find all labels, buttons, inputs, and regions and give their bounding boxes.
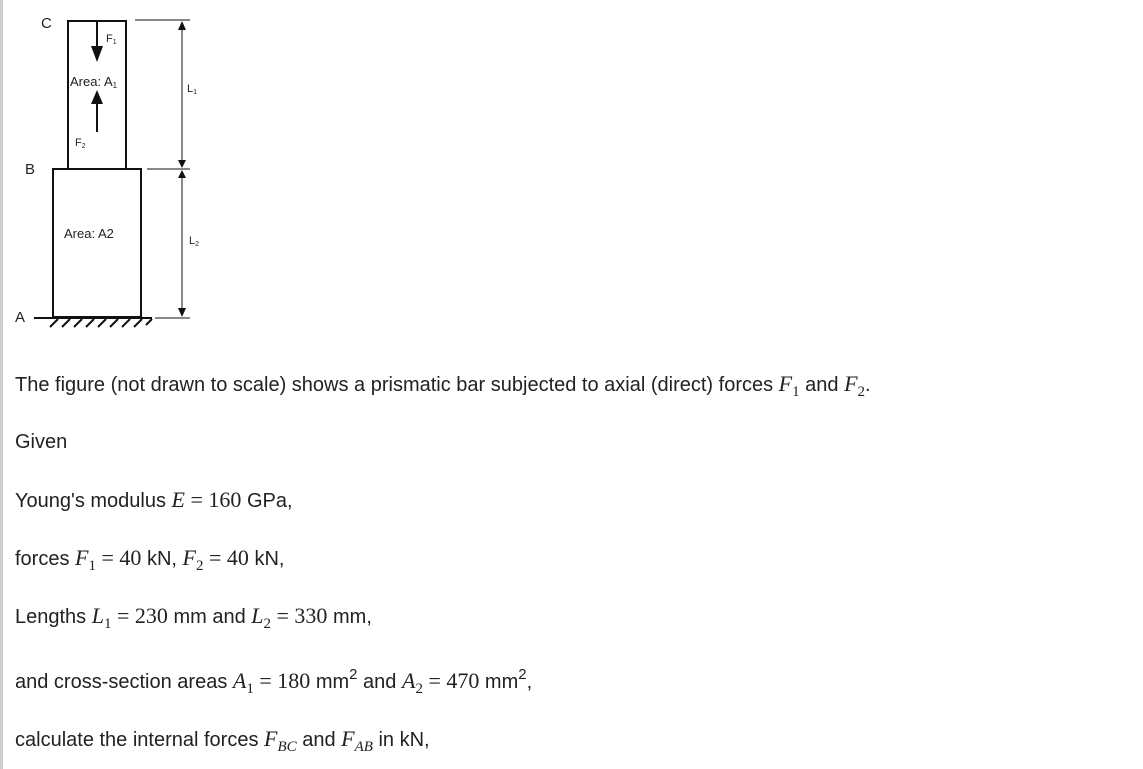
f1-expression: $F_1 = 40$ [75, 545, 142, 574]
lengths-line [15, 603, 372, 632]
given-heading: Given [15, 431, 68, 453]
l2-unit: mm, [327, 606, 372, 628]
a2-expression: $A_2 = 470$ [401, 668, 480, 697]
areas-label: and cross-section areas [15, 671, 233, 693]
forces-line [15, 545, 285, 574]
areas-line [15, 666, 533, 697]
f2-label: F2 [75, 137, 86, 150]
a1-expression: $A_1 = 180$ [232, 668, 311, 697]
point-c-label: C [41, 15, 52, 32]
intro-and: and [799, 374, 845, 396]
f1-symbol: $F_1$ [778, 371, 800, 400]
f1-label: F1 [106, 33, 117, 46]
lengths-label: Lengths [15, 606, 92, 628]
area-a2-label: Area: A2 [64, 226, 114, 241]
intro-paragraph [15, 371, 871, 400]
point-a-label: A [15, 309, 26, 326]
a2-unit: $mm^2$ [479, 666, 527, 693]
f1-arrow [91, 22, 103, 62]
l2-label: L2 [189, 235, 200, 248]
youngs-label: Young's modulus [15, 490, 172, 512]
f2-expression: $F_2 = 40$ [182, 545, 249, 574]
l1-label: L1 [187, 83, 198, 96]
f1-unit: kN, [141, 548, 183, 570]
forces-label: forces [15, 548, 76, 570]
youngs-expression: E = 160 [171, 487, 242, 512]
areas-comma: , [526, 671, 533, 693]
point-b-label: B [25, 161, 36, 178]
calc-label: calculate the internal forces [15, 729, 265, 751]
fbc-symbol: $F_{BC}$ [264, 726, 297, 755]
calc-unit: in kN, [372, 729, 430, 751]
youngs-unit: GPa, [241, 490, 293, 512]
dimension-lines [135, 20, 190, 318]
l2-expression: $L_2 = 330$ [251, 603, 328, 632]
fixed-support [34, 318, 152, 327]
l1-unit: mm and [167, 606, 252, 628]
intro-period: . [865, 374, 871, 396]
a1-unit: $mm^2$ [310, 666, 358, 693]
f2-unit: kN, [248, 548, 285, 570]
intro-text: The figure (not drawn to scale) shows a prismatic bar subjected to axial (direct) forces [15, 374, 779, 396]
lower-bar [53, 169, 141, 317]
calc-and: and [296, 729, 342, 751]
f2-arrow [91, 90, 103, 132]
calculate-line [15, 726, 430, 755]
youngs-modulus-line [15, 488, 293, 513]
areas-and: and [357, 671, 402, 693]
fab-symbol: $F_{AB}$ [341, 726, 373, 755]
l1-expression: $L_1 = 230$ [91, 603, 168, 632]
area-a1-label: Area: A1 [70, 74, 118, 90]
bar-diagram [0, 0, 230, 340]
f2-symbol: $F_2$ [844, 371, 866, 400]
